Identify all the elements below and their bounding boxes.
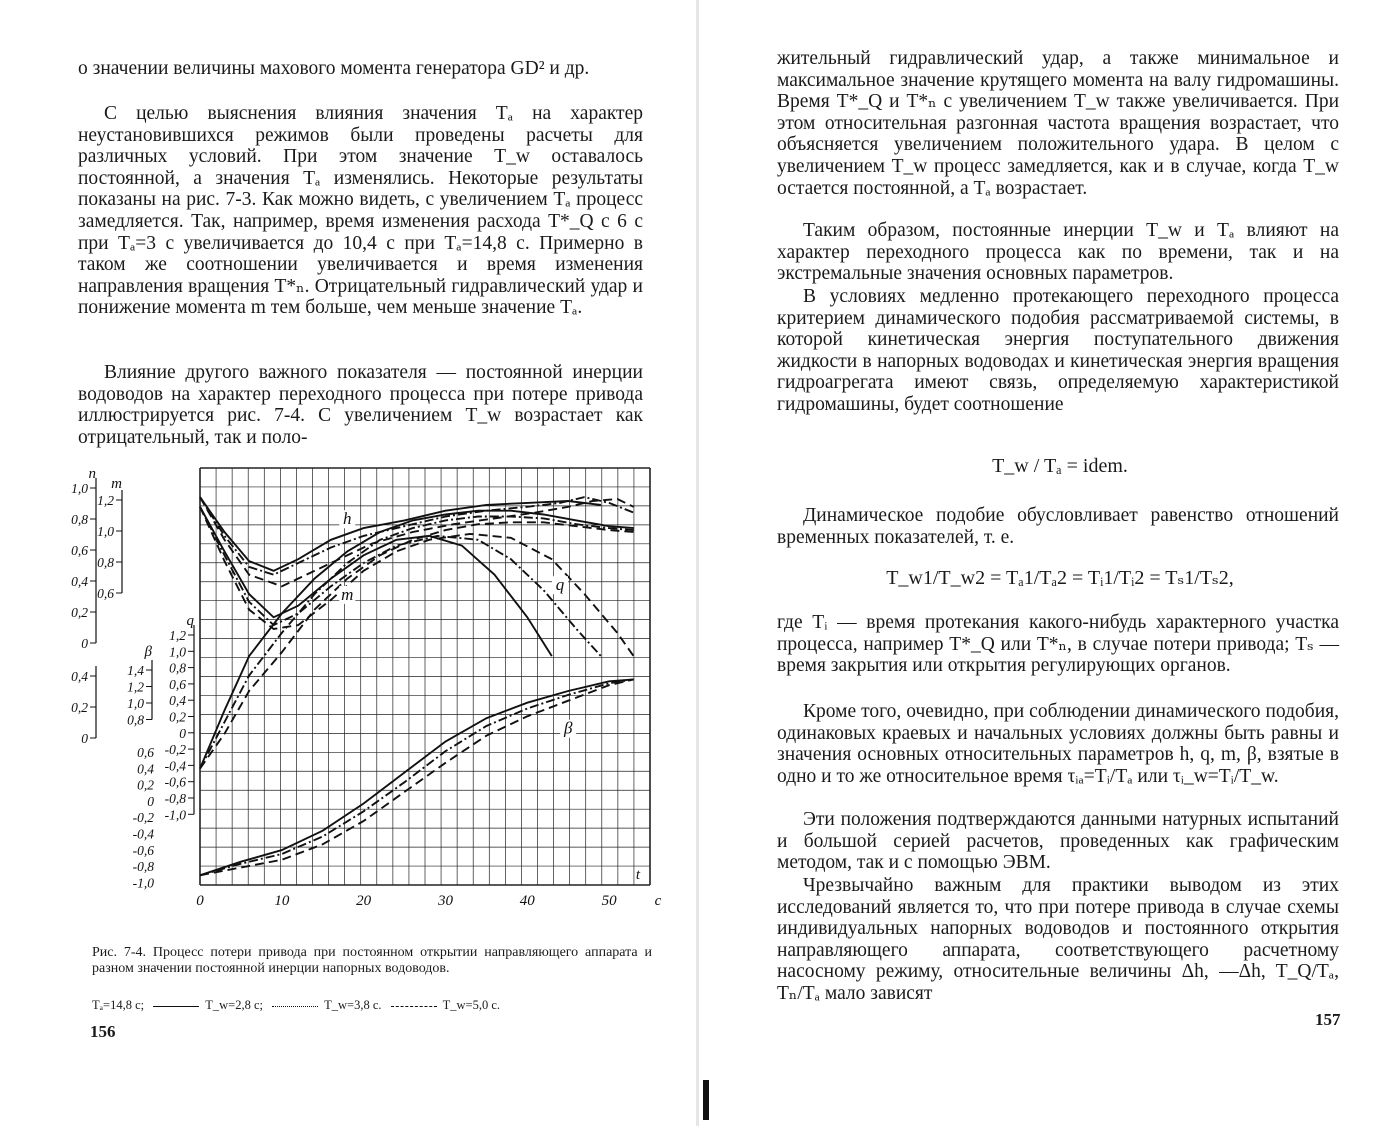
left-paragraph-2: С целью выяснения влияния значения Tₐ на характер неустановившихся режимов были проведены расчеты для различных условий. При этом значение T_w оставалось постоянной, а значения Tₐ изменялись. Некоторые результаты показаны на рис. 7-3. Как можно видеть, с увеличением Tₐ процесс замедляется. Так, например, время изменения расхода T*_Q с 6 с при Tₐ=3 с увеличивается до 10,4 с при Tₐ=14,8 с. Примерно в таком же соотношении увеличивается и время изменения направления вращения T*ₙ. Отрицательный гидравлический удар и понижение момента m тем больше, чем меньше значение Tₐ. <box>78 103 643 319</box>
axis-tick-q: 1,2 <box>169 628 186 643</box>
curve-label-h: h <box>343 509 352 529</box>
left-page <box>0 0 695 1126</box>
axis-tick-h: 0 <box>81 731 88 746</box>
page-number-left: 156 <box>90 1022 116 1041</box>
axis-label-m: m <box>111 476 122 492</box>
axis-tick-shared: 0,4 <box>137 761 154 777</box>
legend-line-dashdot <box>272 1006 318 1007</box>
x-tick-label: 50 <box>601 893 617 909</box>
series-line-β-solid <box>200 679 634 875</box>
legend-item-1: T_w=2,8 с; <box>205 998 263 1012</box>
series-line-h-solid <box>200 497 601 571</box>
right-paragraph-7: Эти положения подтверждаются данными натурных испытаний и большой серией расчетов, проведенных как графическим методом, так и с помощью ЭВМ. <box>777 809 1339 874</box>
axis-tick-n: 0 <box>81 636 88 651</box>
x-tick-label: 20 <box>356 893 372 909</box>
axis-tick-h: 0,2 <box>71 700 88 715</box>
axis-tick-shared: 0 <box>147 793 154 809</box>
axis-label-n: n <box>88 466 96 482</box>
axis-tick-q: -1,0 <box>164 807 186 823</box>
series-line-β-dashed <box>200 679 634 875</box>
axis-tick-q: -0,2 <box>164 742 186 758</box>
axis-tick-q: 0,4 <box>169 693 186 709</box>
legend-line-solid <box>153 1006 199 1007</box>
axis-tick-shared: 0,6 <box>137 745 154 760</box>
axis-tick-shared: -0,8 <box>132 859 154 875</box>
axis-tick-n: 1,0 <box>71 481 88 496</box>
left-paragraph-3: Влияние другого важного показателя — постоянной инерции водоводов на характер переходного процесса при потере привода иллюстрируется рис. 7-4. С увеличением T_w возрастает как отрицательный, так и поло- <box>78 362 643 448</box>
right-paragraph-2: Таким образом, постоянные инерции T_w и Tₐ влияют на характер переходного процесса как по времени, так и на экстремальные значения основных параметров. <box>777 220 1339 285</box>
x-axis-unit: с <box>654 893 662 909</box>
axis-label-beta: β <box>144 644 152 660</box>
axis-tick-n: 0,2 <box>71 605 88 620</box>
axis-tick-q: 0,2 <box>169 709 186 725</box>
equation-idem: T_w / Tₐ = idem. <box>992 455 1128 477</box>
x-tick-label: 10 <box>274 893 290 909</box>
axis-tick-beta: 1,0 <box>127 696 144 711</box>
axis-tick-q: 0,6 <box>169 676 186 692</box>
curve-label-m: m <box>341 584 354 604</box>
axis-tick-q: 0 <box>179 725 186 741</box>
axis-tick-q: 0,8 <box>169 660 186 676</box>
x-axis-label: t <box>635 867 641 883</box>
figure-7-4-chart <box>60 460 660 930</box>
axis-tick-n: 0,8 <box>71 512 88 527</box>
left-paragraph-1: о значении величины махового момента генератора GD² и др. <box>78 58 590 79</box>
series-line-β-dashdot <box>200 679 634 875</box>
axis-tick-beta: 1,2 <box>127 679 144 695</box>
axis-tick-shared: -0,4 <box>132 826 154 842</box>
axis-tick-m: 0,8 <box>97 555 114 570</box>
right-paragraph-4: Динамическое подобие обусловливает равенство отношений временных показателей, т. е. <box>777 505 1339 548</box>
axis-tick-beta: 1,4 <box>127 663 144 678</box>
right-page <box>700 0 1391 1126</box>
figure-caption: Рис. 7-4. Процесс потери привода при постоянном открытии направляющего аппарата и разном значении постоянной инерции напорных водоводов. <box>92 945 652 977</box>
right-paragraph-3: В условиях медленно протекающего переходного процесса критерием динамического подобия рассматриваемой системы, в которой кинетическая энергия поступательного движения жидкости в напорных водоводах и кинетическая энергия вращения гидроагрегата имеют связь, определяемую характеристикой гидромашины, будет соотношение <box>777 286 1339 415</box>
x-tick-label: 30 <box>437 893 453 909</box>
x-tick-label: 0 <box>196 893 204 909</box>
figure-legend <box>92 997 652 1013</box>
page-number-right: 157 <box>1315 1010 1341 1029</box>
axis-tick-q: 1,0 <box>169 644 186 660</box>
axis-tick-q: -0,6 <box>164 774 186 790</box>
right-paragraph-6: Кроме того, очевидно, при соблюдении динамического подобия, одинаковых краевых и начальных условиях должны быть равны и значения основных относительных параметров h, q, m, β, взятые в одно и то же относительное время τᵢₐ=Tᵢ/Tₐ или τᵢ_w=Tᵢ/T_w. <box>777 701 1339 787</box>
axis-label-q: q <box>186 613 194 629</box>
x-tick-label: 40 <box>519 893 535 909</box>
legend-prefix: Tₐ=14,8 с; <box>92 998 145 1012</box>
axis-tick-q: -0,4 <box>164 758 186 774</box>
axis-tick-n: 0,6 <box>71 543 88 558</box>
curve-label-β: β <box>563 718 573 738</box>
right-paragraph-8: Чрезвычайно важным для практики выводом из этих исследований является то, что при потере привода в случае схемы индивидуальных напорных водоводов и постоянного открытия направляющего аппарата, соответствующего расчетному насосному режиму, относительные величины Δh, —Δh, T_Q/Tₐ, Tₙ/Tₐ мало зависят <box>777 875 1339 1004</box>
right-paragraph-5: где Tᵢ — время протекания какого-нибудь характерного участка процесса, например T*_Q или T*ₙ, в случае потери привода; Tₛ — время закрытия или открытия регулирующих органов. <box>777 612 1339 677</box>
axis-tick-beta: 0,8 <box>127 712 144 728</box>
axis-tick-shared: -1,0 <box>132 875 154 891</box>
axis-tick-q: -0,8 <box>164 791 186 806</box>
axis-tick-m: 0,6 <box>97 586 114 601</box>
book-gutter <box>696 0 699 1126</box>
axis-tick-m: 1,0 <box>97 524 114 539</box>
legend-item-3: T_w=5,0 с. <box>442 998 501 1012</box>
axis-tick-h: 0,4 <box>71 669 88 684</box>
axis-tick-n: 0,4 <box>71 574 88 589</box>
equation-ratios: T_w1/T_w2 = Tₐ1/Tₐ2 = Tᵢ1/Tᵢ2 = Tₛ1/Tₛ2, <box>886 567 1234 589</box>
right-paragraph-1: жительный гидравлический удар, а также минимальное и максимальное значение крутящего момента на валу гидромашины. Время T*_Q и T*ₙ с увеличением T_w также увеличивается. При этом относительная разгонная частота вращения возрастает, что объясняется увеличением положительного удара. В целом с увеличением T_w процесс замедляется, как и в случае, когда T_w остается постоянной, а Tₐ возрастает. <box>777 48 1339 199</box>
curve-label-q: q <box>555 575 565 595</box>
axis-tick-shared: 0,2 <box>137 777 154 793</box>
axis-tick-m: 1,2 <box>97 493 114 508</box>
axis-tick-shared: -0,6 <box>132 842 154 858</box>
legend-item-2: T_w=3,8 с. <box>324 998 382 1012</box>
legend-line-dashed <box>391 1006 437 1007</box>
axis-tick-shared: -0,2 <box>132 810 154 826</box>
